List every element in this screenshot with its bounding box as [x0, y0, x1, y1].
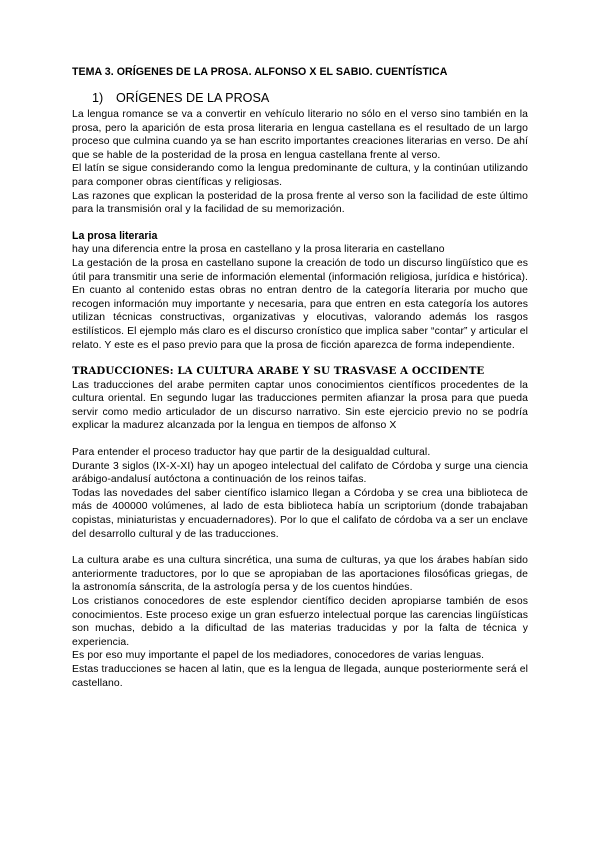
paragraph: Todas las novedades del saber científico islamico llegan a Córdoba y se crea una biblioteca de más de 400000 volúmenes, al lado de esta biblioteca había un scriptorium (donde trabajaban copistas, miniaturistas y encuadernadores). Por lo que el califato de córdoba va a ser un enclave del desarrollo cultural y de las traducciones.	[72, 487, 528, 540]
paragraph: Los cristianos conocedores de este esplendor científico deciden apropiarse también de esos conocimientos. Este proceso exige un gran esfuerzo intelectual porque las carencias lingüísticas son muchas, debido a la dificultad de las materias traducidas y por la falta de técnica y experiencia.	[72, 596, 528, 648]
document-title: TEMA 3. ORÍGENES DE LA PROSA. ALFONSO X EL SABIO. CUENTÍSTICA	[72, 66, 448, 78]
paragraph: Para entender el proceso traductor hay que partir de la desigualdad cultural.	[72, 447, 431, 459]
paragraph: Las traducciones del arabe permiten captar unos conocimientos científicos procedentes de la cultura oriental. En segundo lugar las traducciones permiten afianzar la prosa para que pueda servir como medio articulador de un discurso narrativo. Sin este ejercicio previo no se podría explicar la madurez alcanzada por la lengua en tiempos de alfonso X	[72, 379, 528, 432]
paragraph: Es por eso muy importante el papel de los mediadores, conocedores de varias lenguas.	[72, 650, 485, 662]
spacer	[72, 541, 528, 554]
paragraph: La lengua romance se va a convertir en vehículo literario no sólo en el verso sino también en la prosa, pero la aparición de esta prosa literaria en lengua castellana es el resultado de un largo proceso que culmina cuando ya se han escrito importantes creaciones literarias en verso. De ahí que se hable de la posteridad de la prosa en lengua castellana frente al verso.	[72, 109, 528, 161]
spacer	[72, 433, 528, 446]
spacer	[72, 217, 528, 230]
section-heading-traducciones: TRADUCCIONES: LA CULTURA ARABE Y SU TRASVASE A OCCIDENTE	[72, 365, 485, 378]
document-content	[72, 66, 528, 690]
spacer	[72, 352, 528, 365]
paragraph: Las razones que explican la posteridad de la prosa frente al verso son la facilidad de este último para la transmisión oral y la facilidad de su memorización.	[72, 190, 528, 216]
section-number: 1)	[92, 91, 104, 105]
section-heading-text: ORÍGENES DE LA PROSA	[116, 91, 270, 105]
paragraph: hay una diferencia entre la prosa en castellano y la prosa literaria en castellano	[72, 244, 445, 256]
paragraph: Durante 3 siglos (IX-X-XI) hay un apogeo intelectual del califato de Córdoba y surge una ciencia arábigo-andalusí autóctona a continuación de los reinos taifas.	[72, 460, 528, 486]
paragraph: La gestación de la prosa en castellano supone la creación de todo un discurso lingüístico que es útil para transmitir una serie de información elemental (información religiosa, jurídica e histórica). En cuanto al contenido estas obras no entran dentro de la categoría literaria por mucho que recogen información muy importante y necesaria, para que entren en esta categoría los autores utilizan técnicas constructivas, organizativas y elocutivas, valorando además los rasgos estilísticos. El ejemplo más claro es el discurso cronístico que implica saber “contar” y articular el relato. Y este es el paso previo para que la prosa de ficción aparezca de forma independiente.	[72, 257, 529, 351]
section-heading-prosa-literaria: La prosa literaria	[72, 229, 158, 242]
paragraph: Estas traducciones se hacen al latin, que es la lengua de llegada, aunque posteriormente será el castellano.	[72, 663, 528, 689]
section-heading-origenes	[92, 91, 528, 106]
paragraph: El latín se sigue considerando como la lengua predominante de cultura, y la continúan utilizando para componer obras científicas y religiosas.	[72, 163, 528, 188]
paragraph: La cultura arabe es una cultura sincrética, una suma de culturas, ya que los árabes habían sido anteriormente traductores, por lo que se apropiaban de las aportaciones filosóficas griegas, de la astronomía sánscrita, de la astrología persa y de los cuentos hindúes.	[72, 555, 528, 594]
